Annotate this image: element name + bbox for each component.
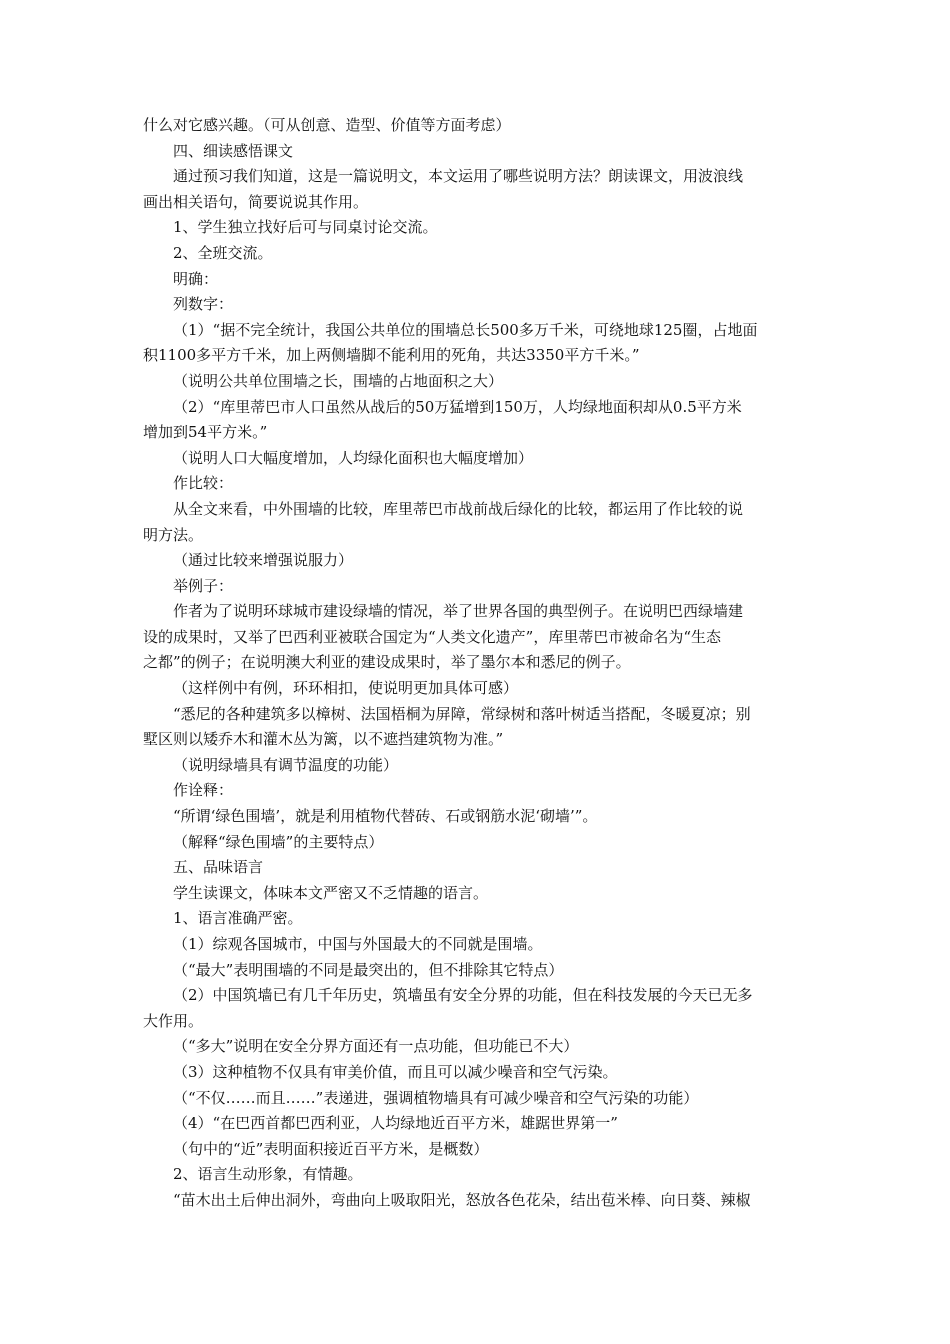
text-line: 增加到54平方米。” xyxy=(143,423,268,442)
text-line: 通过预习我们知道，这是一篇说明文，本文运用了哪些说明方法？朗读课文，用波浪线 xyxy=(173,167,744,186)
text-line: （2）“库里蒂巴市人口虽然从战后的50万猛增到150万，人均绿地面积却从0.5平方米 xyxy=(173,397,742,416)
text-line: 明方法。 xyxy=(143,525,204,544)
text-line: 设的成果时，又举了巴西利亚被联合国定为“人类文化遗产”，库里蒂巴市被命名为“生态 xyxy=(143,627,722,646)
text-line: 什么对它感兴趣。（可从创意、造型、价值等方面考虑） xyxy=(143,116,511,134)
text-line: 作者为了说明环球城市建设绿墙的情况，举了世界各国的典型例子。在说明巴西绿墙建 xyxy=(173,602,744,621)
text-line: 2、语言生动形象，有情趣。 xyxy=(173,1165,363,1184)
text-line: “苗木出土后伸出洞外，弯曲向上吸取阳光，怒放各色花朵，结出苞米棒、向日葵、辣椒 xyxy=(173,1190,751,1209)
text-line: 1、学生独立找好后可与同桌讨论交流。 xyxy=(173,218,438,237)
text-line: （1）综观各国城市，中国与外国最大的不同就是围墙。 xyxy=(173,935,543,953)
document-page xyxy=(143,113,809,1214)
text-line: （说明人口大幅度增加，人均绿化面积也大幅度增加） xyxy=(173,448,534,467)
text-line: 1、语言准确严密。 xyxy=(173,909,303,928)
text-line: 举例子： xyxy=(173,576,234,595)
text-line: 作诠释： xyxy=(173,781,234,800)
text-line: 作比较： xyxy=(173,474,234,493)
text-line: “所谓‘绿色围墙’，就是利用植物代替砖、石或钢筋水泥‘砌墙’”。 xyxy=(173,807,598,826)
text-line: （“多大”说明在安全分界方面还有一点功能，但功能已不大） xyxy=(173,1037,579,1056)
text-line: （这样例中有例，环环相扣，使说明更加具体可感） xyxy=(173,679,519,698)
text-line: 从全文来看，中外围墙的比较，库里蒂巴市战前战后绿化的比较，都运用了作比较的说 xyxy=(173,499,744,518)
text-line: 积1100多平方千米，加上两侧墙脚不能利用的死角，共达3350平方千米。” xyxy=(143,346,640,365)
text-line: 2、全班交流。 xyxy=(173,243,273,262)
text-line: 之都”的例子；在说明澳大利亚的建设成果时，举了墨尔本和悉尼的例子。 xyxy=(143,653,631,672)
text-line: 四、细读感悟课文 xyxy=(173,141,294,160)
text-line: （1）“据不完全统计，我国公共单位的围墙总长500多万千米，可绕地球125圈，占地面 xyxy=(173,320,758,339)
text-line: 列数字： xyxy=(173,295,234,314)
text-line: （3）这种植物不仅具有审美价值，而且可以减少噪音和空气污染。 xyxy=(173,1062,618,1081)
text-line: （通过比较来增强说服力） xyxy=(173,551,354,570)
text-line: 五、品味语言 xyxy=(173,858,264,877)
text-line: 大作用。 xyxy=(143,1011,204,1030)
text-line: 明确： xyxy=(173,269,219,288)
text-line: （说明公共单位围墙之长，围墙的占地面积之大） xyxy=(173,371,504,390)
text-line: （4）“在巴西首都巴西利亚，人均绿地近百平方米，雄踞世界第一” xyxy=(173,1114,618,1133)
text-line: （“最大”表明围墙的不同是最突出的，但不排除其它特点） xyxy=(173,960,564,979)
text-line: （2）中国筑墙已有几千年历史，筑墙虽有安全分界的功能，但在科技发展的今天已无多 xyxy=(173,986,753,1005)
text-line: （“不仅……而且……”表递进，强调植物墙具有可减少噪音和空气污染的功能） xyxy=(173,1088,699,1107)
text-line: （解释“绿色围墙”的主要特点） xyxy=(173,832,384,851)
text-line: （说明绿墙具有调节温度的功能） xyxy=(173,755,399,774)
text-line: （句中的“近”表明面积接近百平方米，是概数） xyxy=(173,1139,489,1158)
text-line: 画出相关语句，简要说说其作用。 xyxy=(143,192,369,211)
text-line: “悉尼的各种建筑多以樟树、法国梧桐为屏障，常绿树和落叶树适当搭配，冬暖夏凉；别 xyxy=(173,704,751,723)
text-line: 墅区则以矮乔木和灌木丛为篱，以不遮挡建筑物为准。” xyxy=(143,730,504,749)
text-line: 学生读课文，体味本文严密又不乏情趣的语言。 xyxy=(173,883,489,902)
